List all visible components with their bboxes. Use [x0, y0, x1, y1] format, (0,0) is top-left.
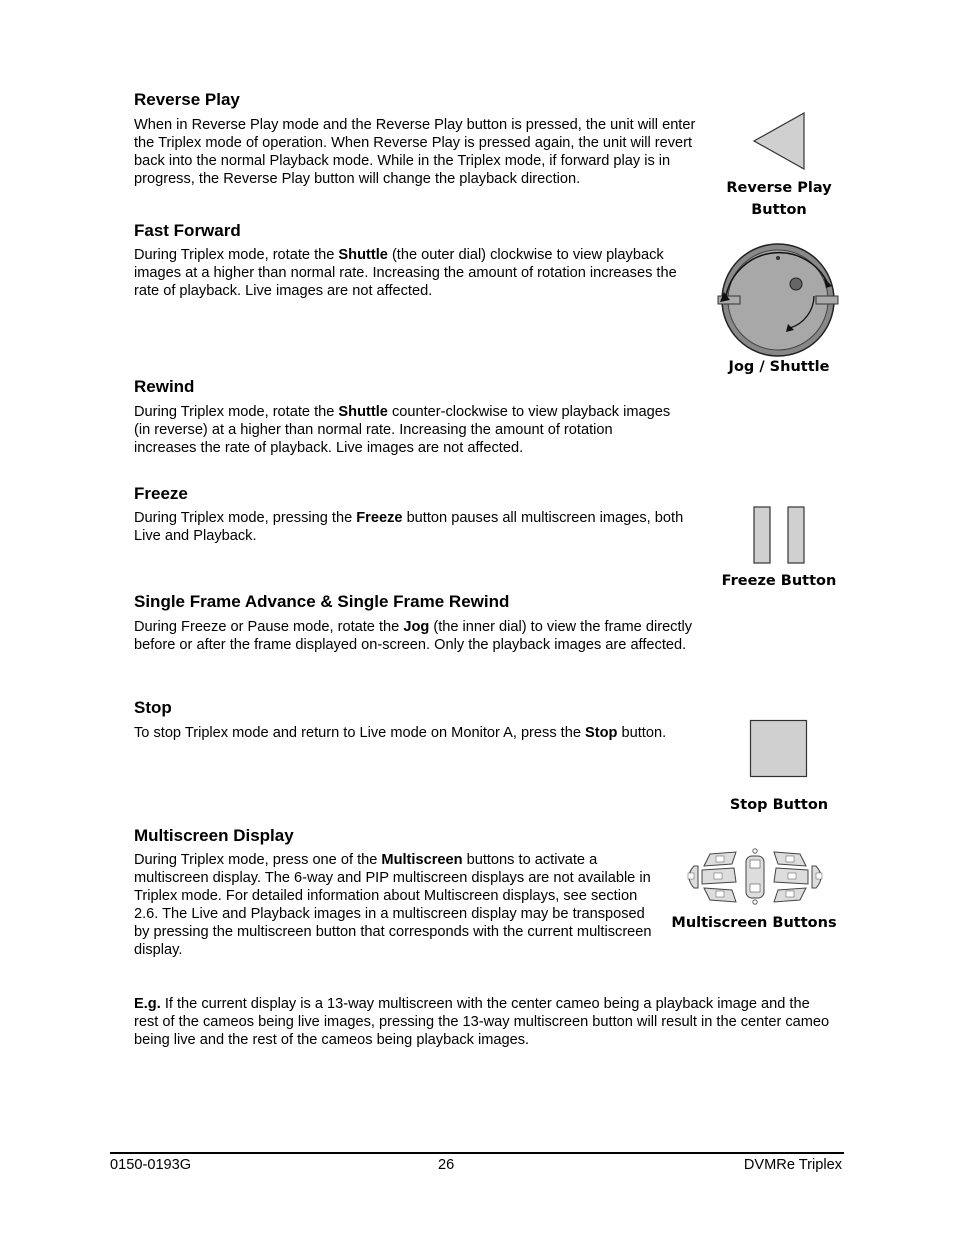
section-title-rewind: Rewind [134, 377, 195, 396]
section-text-reverse-play: When in Reverse Play mode and the Reverse Play button is pressed, the unit will enter the Triplex mode of operation. When Reverse Play is pressed again, the unit will revert back into the normal Playback mode. While in the Triplex mode, if forward play is in progress, the Reverse Play button will change the playback direction. [134, 117, 696, 187]
footer-doc-number: 0150-0193G [110, 1157, 192, 1173]
section-title-single-frame: Single Frame Advance & Single Frame Rewind [134, 592, 510, 611]
section-title-freeze: Freeze [134, 484, 188, 503]
bold-term: Multiscreen [381, 852, 463, 868]
caption-stop-button: Stop Button [729, 797, 829, 813]
section-title-fast-forward: Fast Forward [134, 221, 241, 240]
section-text-stop: To stop Triplex mode and return to Live mode on Monitor A, press the Stop button. [134, 725, 667, 741]
caption-reverse-play-line1: Reverse Play [726, 180, 832, 196]
stop-button-icon [749, 719, 809, 779]
section-text-multiscreen: During Triplex mode, press one of the Multiscreen buttons to activate a multiscreen display. The 6-way and PIP multiscreen displays are not available in Triplex mode. For detailed information about Multiscreen displays, see section 2.6. The Live and Playback images in a multiscreen display may be transposed by pressing the multiscreen button that corresponds with the current multiscreen display. [134, 852, 652, 958]
section-text-rewind: During Triplex mode, rotate the Shuttle counter-clockwise to view playback images (in reverse) at a higher than normal rate. Increasing the amount of rotation increases the rate of playback. Live images are not affected. [134, 404, 671, 456]
freeze-button-icon [752, 506, 808, 564]
bold-term: Jog [403, 619, 430, 635]
caption-freeze-button: Freeze Button [721, 573, 837, 589]
bold-term: Stop [585, 725, 618, 741]
footer-page-number: 26 [438, 1157, 455, 1173]
section-text-single-frame: During Freeze or Pause mode, rotate the Jog (the inner dial) to view the frame directly before or after the frame displayed on-screen. Only the playback images are affected. [134, 619, 693, 653]
multiscreen-buttons-icon [680, 846, 830, 908]
example-label: E.g. [134, 996, 161, 1012]
caption-jog-shuttle: Jog / Shuttle [728, 359, 830, 375]
bold-term: Shuttle [338, 247, 388, 263]
bold-term: Freeze [356, 510, 403, 526]
caption-reverse-play-line2: Button [751, 202, 807, 218]
jog-shuttle-dial-icon [716, 238, 840, 358]
caption-reverse-play-button [714, 177, 844, 221]
section-title-reverse-play: Reverse Play [134, 90, 240, 109]
example-paragraph: E.g. If the current display is a 13-way multiscreen with the center cameo being a playback image and the rest of the cameos being live images, pressing the 13-way multiscreen button will result in the center cameo being live and the rest of the cameos being playback images. [134, 996, 830, 1048]
caption-multiscreen-buttons: Multiscreen Buttons [671, 915, 837, 931]
section-text-freeze: During Triplex mode, pressing the Freeze button pauses all multiscreen images, both Live and Playback. [134, 510, 684, 544]
footer-rule [110, 1152, 844, 1154]
section-text-fast-forward: During Triplex mode, rotate the Shuttle (the outer dial) clockwise to view playback images at a higher than normal rate. Increasing the amount of rotation increases the rate of playback. Live images are not affected. [134, 247, 677, 299]
section-title-stop: Stop [134, 698, 172, 717]
section-title-multiscreen: Multiscreen Display [134, 826, 294, 845]
bold-term: Shuttle [338, 404, 388, 420]
reverse-play-button-icon [752, 112, 806, 170]
footer-product: DVMRe Triplex [743, 1157, 842, 1173]
